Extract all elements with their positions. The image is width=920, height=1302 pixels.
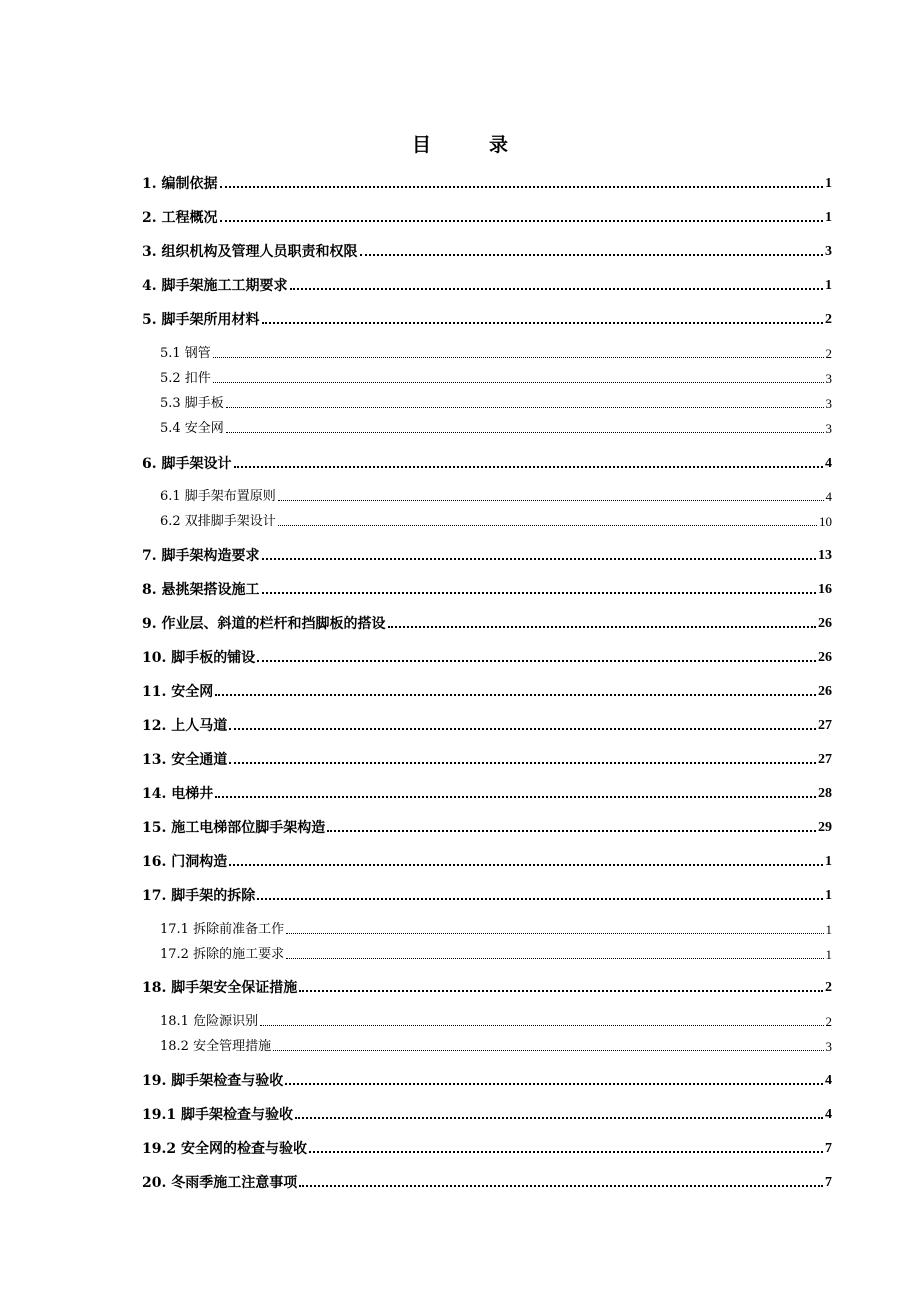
toc-entry-page-number: 26: [818, 616, 832, 631]
toc-entry[interactable]: [160, 943, 832, 963]
toc-entry-label: 17.1 拆除前准备工作: [160, 922, 285, 937]
toc-entry[interactable]: [142, 816, 832, 836]
toc-entry-page-number: 4: [825, 456, 832, 471]
toc-entry-page-number: 1: [825, 888, 832, 903]
toc-entry-page-number: 26: [818, 650, 832, 665]
toc-entry-label: 18.1 危险源识别: [160, 1014, 259, 1029]
toc-entry-page-number: 16: [818, 582, 832, 597]
toc-entry-label: 8. 悬挑架搭设施工: [142, 582, 260, 598]
toc-entry-page-number: 1: [825, 278, 832, 293]
toc-entry-page-number: 2: [825, 980, 832, 995]
dot-leader: [285, 1083, 823, 1085]
toc-entry[interactable]: [142, 680, 832, 700]
toc-entry[interactable]: [160, 417, 832, 437]
toc-entry-label: 10. 脚手板的铺设: [142, 650, 256, 666]
dot-leader: [262, 558, 817, 560]
toc-entry[interactable]: [142, 308, 832, 328]
toc-entry-label: 6. 脚手架设计: [142, 456, 232, 472]
dot-leader: [278, 525, 817, 526]
toc-entry-page-number: 2: [825, 312, 832, 327]
dot-leader: [226, 407, 824, 408]
page-title: [0, 130, 920, 157]
dot-leader: [220, 186, 824, 188]
toc-entry-label: 16. 门洞构造: [142, 854, 228, 870]
toc-entry-label: 19.1 脚手架检查与验收: [142, 1107, 293, 1123]
toc-entry-page-number: 1: [825, 210, 832, 225]
toc-entry-page-number: 3: [825, 371, 832, 386]
toc-entry[interactable]: [142, 646, 832, 666]
toc-entry-label: 15. 施工电梯部位脚手架构造: [142, 820, 326, 836]
toc-entry-label: 18.2 安全管理措施: [160, 1039, 272, 1054]
dot-leader: [262, 592, 817, 594]
dot-leader: [213, 382, 824, 383]
toc-entry-label: 17. 脚手架的拆除: [142, 888, 256, 904]
toc-entry-label: 18. 脚手架安全保证措施: [142, 980, 298, 996]
dot-leader: [388, 626, 817, 628]
toc-entry-label: 5.3 脚手板: [160, 396, 224, 411]
dot-leader: [309, 1151, 823, 1153]
toc-entry-page-number: 3: [825, 1039, 832, 1054]
dot-leader: [286, 958, 823, 959]
toc-entry-label: 14. 电梯井: [142, 786, 214, 802]
toc-entry[interactable]: [160, 392, 832, 412]
toc-entry-label: 5.2 扣件: [160, 371, 211, 386]
toc-entry[interactable]: [160, 342, 832, 362]
toc-entry[interactable]: [142, 274, 832, 294]
toc-entry-label: 1. 编制依据: [142, 176, 218, 192]
title-char-right: 录: [489, 134, 509, 156]
toc-entry[interactable]: [142, 976, 832, 996]
toc-entry-page-number: 3: [825, 396, 832, 411]
toc-entry-label: 6.1 脚手架布置原则: [160, 489, 276, 504]
toc-entry-label: 20. 冬雨季施工注意事项: [142, 1175, 298, 1191]
dot-leader: [215, 796, 816, 798]
toc-entry-label: 6.2 双排脚手架设计: [160, 514, 276, 529]
toc-entry[interactable]: [142, 240, 832, 260]
title-char-left: 目: [411, 134, 431, 156]
toc-entry-label: 5.4 安全网: [160, 421, 224, 436]
toc-entry[interactable]: [160, 1035, 832, 1055]
toc-entry[interactable]: [142, 172, 832, 192]
dot-leader: [278, 500, 824, 501]
toc-entry[interactable]: [142, 714, 832, 734]
dot-leader: [229, 864, 823, 866]
toc-entry[interactable]: [160, 367, 832, 387]
toc-entry[interactable]: [142, 206, 832, 226]
toc-entry-page-number: 2: [825, 1014, 832, 1029]
toc-entry-label: 19. 脚手架检查与验收: [142, 1073, 284, 1089]
toc-entry-label: 12. 上人马道: [142, 718, 228, 734]
dot-leader: [260, 1025, 823, 1026]
toc-entry-label: 13. 安全通道: [142, 752, 228, 768]
dot-leader: [220, 220, 824, 222]
toc-entry-page-number: 7: [825, 1175, 832, 1190]
toc-entry-label: 4. 脚手架施工工期要求: [142, 278, 288, 294]
toc-entry-page-number: 4: [825, 1073, 832, 1088]
toc-entry-label: 11. 安全网: [142, 684, 214, 700]
toc-entry-page-number: 26: [818, 684, 832, 699]
dot-leader: [257, 660, 816, 662]
toc-entry-label: 5. 脚手架所用材料: [142, 312, 260, 328]
dot-leader: [290, 288, 824, 290]
dot-leader: [273, 1050, 823, 1051]
toc-entry-page-number: 3: [825, 244, 832, 259]
toc-entry[interactable]: [160, 918, 832, 938]
dot-leader: [229, 728, 816, 730]
dot-leader: [295, 1117, 823, 1119]
toc-entry[interactable]: [142, 578, 832, 598]
dot-leader: [229, 762, 816, 764]
toc-entry-page-number: 3: [825, 421, 832, 436]
toc-entry[interactable]: [160, 510, 832, 530]
toc-entry-label: 9. 作业层、斜道的栏杆和挡脚板的搭设: [142, 616, 386, 632]
toc-entry-page-number: 13: [818, 548, 832, 563]
toc-entry[interactable]: [142, 1103, 832, 1123]
toc-entry[interactable]: [142, 1171, 832, 1191]
toc-entry-page-number: 27: [818, 718, 832, 733]
toc-entry-page-number: 1: [825, 947, 832, 962]
toc-entry[interactable]: [142, 884, 832, 904]
toc-entry-page-number: 4: [825, 1107, 832, 1122]
dot-leader: [215, 694, 816, 696]
toc-entry-page-number: 1: [825, 922, 832, 937]
toc-entry-label: 7. 脚手架构造要求: [142, 548, 260, 564]
toc-entry[interactable]: [142, 612, 832, 632]
toc-entry-label: 19.2 安全网的检查与验收: [142, 1141, 307, 1157]
toc-entry-page-number: 29: [818, 820, 832, 835]
toc-entry[interactable]: [142, 1069, 832, 1089]
toc-entry-page-number: 4: [825, 489, 832, 504]
toc-entry[interactable]: [142, 782, 832, 802]
toc-entry-page-number: 27: [818, 752, 832, 767]
dot-leader: [286, 933, 823, 934]
toc-entry[interactable]: [142, 850, 832, 870]
dot-leader: [360, 254, 824, 256]
toc-entry[interactable]: [160, 1010, 832, 1030]
dot-leader: [299, 990, 823, 992]
toc-entry[interactable]: [142, 452, 832, 472]
toc-entry-page-number: 7: [825, 1141, 832, 1156]
toc-entry[interactable]: [142, 544, 832, 564]
toc-entry-page-number: 10: [819, 514, 832, 529]
toc-entry[interactable]: [142, 1137, 832, 1157]
toc-entry[interactable]: [142, 748, 832, 768]
toc-entry-page-number: 1: [825, 854, 832, 869]
toc-entry-page-number: 1: [825, 176, 832, 191]
toc-entry-label: 17.2 拆除的施工要求: [160, 947, 285, 962]
toc-entry-page-number: 28: [818, 786, 832, 801]
dot-leader: [234, 466, 824, 468]
dot-leader: [257, 898, 823, 900]
toc-entry-label: 3. 组织机构及管理人员职责和权限: [142, 244, 358, 260]
dot-leader: [327, 830, 816, 832]
toc-entry[interactable]: [160, 485, 832, 505]
dot-leader: [226, 432, 824, 433]
toc-entry-label: 5.1 钢管: [160, 346, 211, 361]
dot-leader: [262, 322, 824, 324]
toc-entry-label: 2. 工程概况: [142, 210, 218, 226]
dot-leader: [213, 357, 824, 358]
toc-entry-page-number: 2: [825, 346, 832, 361]
dot-leader: [299, 1185, 823, 1187]
